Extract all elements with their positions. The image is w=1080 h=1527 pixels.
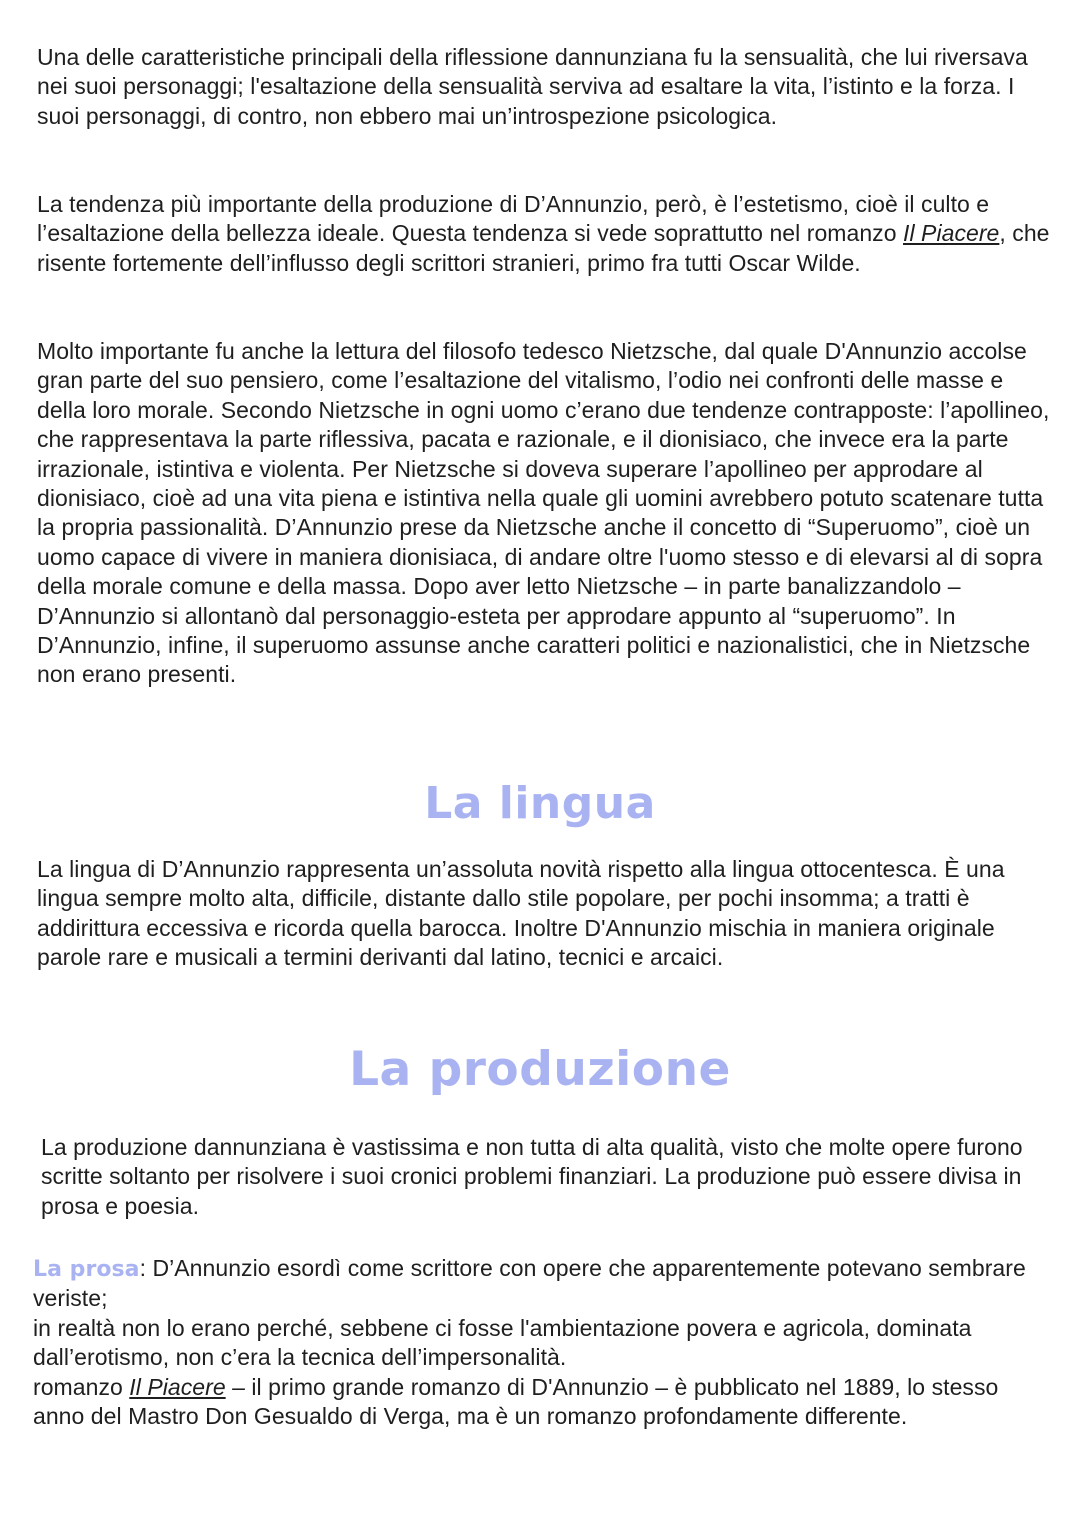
section-heading-la-lingua: La lingua [424,778,656,829]
paragraph-prosa-line-2: in realtà non lo erano perché, sebbene ci fosse l'ambientazione povera e agricola, dominata dall’erotismo, non c’era la tecnica dell’impersonalità. [33,1314,972,1371]
paragraph-estetismo-text-start: La tendenza più importante della produzione di D’Annunzio, però, è l’estetismo, cioè il culto e l’esaltazione della bellezza ideale. Questa tendenza si vede soprattutto nel romanzo [37,191,990,247]
paragraph-lingua: La lingua di D’Annunzio rappresenta un’assoluta novità rispetto alla lingua ottocentesca. È una lingua sempre molto alta, difficile, distante dallo stile popolare, per pochi insomma; a tratti è addirittura eccessiva e ricorda quella barocca. Inoltre D'Annunzio mischia in maniera originale parole rare e musicali a termini derivanti dal latino, tecnici e arcaici. [37,856,1005,971]
work-title-il-piacere: Il Piacere [903,220,1000,247]
paragraph-prosa-line-3-end: – il primo grande romanzo di D'Annunzio – è pubblicato nel 1889, lo stesso anno del Mastro Don Gesualdo di Verga, ma è un romanzo profondamente differente. [33,1373,999,1430]
paragraph-nietzsche: Molto importante fu anche la lettura del filosofo tedesco Nietzsche, dal quale D'Annunzio accolse gran parte del suo pensiero, come l’esaltazione del vitalismo, l’odio nei confronti delle masse e della loro morale. Secondo Nietzsche in ogni uomo c’erano due tendenze contrapposte: l’apollineo, che rappresentava la parte riflessiva, pacata e razionale, e il dionisiaco, che invece era la parte irrazionale, istintiva e violenta. Per Nietzsche si doveva superare l’apollineo per approdare al dionisiaco, cioè ad una vita piena e istintiva nella quale gli uomini avrebbero potuto scatenare tutta la propria passionalità. D’Annunzio prese da Nietzsche anche il concetto di “Superuomo”, cioè un uomo capace di vivere in maniera dionisiaca, di andare oltre l'uomo stesso e di elevarsi al di sopra della morale comune e della massa. Dopo aver letto Nietzsche – in parte banalizzandolo – D’Annunzio si allontanò dal personaggio-esteta per approdare appunto al “superuomo”. In D’Annunzio, infine, il superuomo assunse anche caratteri politici e nazionalistici, che in Nietzsche non erano presenti. [37,338,1050,688]
subheading-la-prosa: La prosa [33,1257,140,1282]
paragraph-estetismo [37,190,1053,278]
paragraph-produzione: La produzione dannunziana è vastissima e non tutta di alta qualità, visto che molte opere furono scritte soltanto per risolvere i suoi cronici problemi finanziari. La produzione può essere divisa in prosa e poesia. [41,1134,1023,1219]
paragraph-estetismo-text-end: , che risente fortemente dell’influsso degli scrittori stranieri, primo fra tutti Oscar Wilde. [37,220,1050,276]
paragraph-prosa-line-3-start: romanzo [33,1373,130,1400]
section-heading-la-produzione: La produzione [349,1042,731,1097]
paragraph-prosa [33,1254,1049,1431]
paragraph-sensualita: Una delle caratteristiche principali della riflessione dannunziana fu la sensualità, che lui riversava nei suoi personaggi; l'esaltazione della sensualità serviva ad esaltare la vita, l’istinto e la forza. I suoi personaggi, di contro, non ebbero mai un’introspezione psicologica. [37,44,1028,129]
paragraph-prosa-line-1: : D’Annunzio esordì come scrittore con opere che apparentemente potevano sembrare veriste; [33,1255,1026,1312]
work-title-il-piacere-2: Il Piacere [129,1373,226,1400]
